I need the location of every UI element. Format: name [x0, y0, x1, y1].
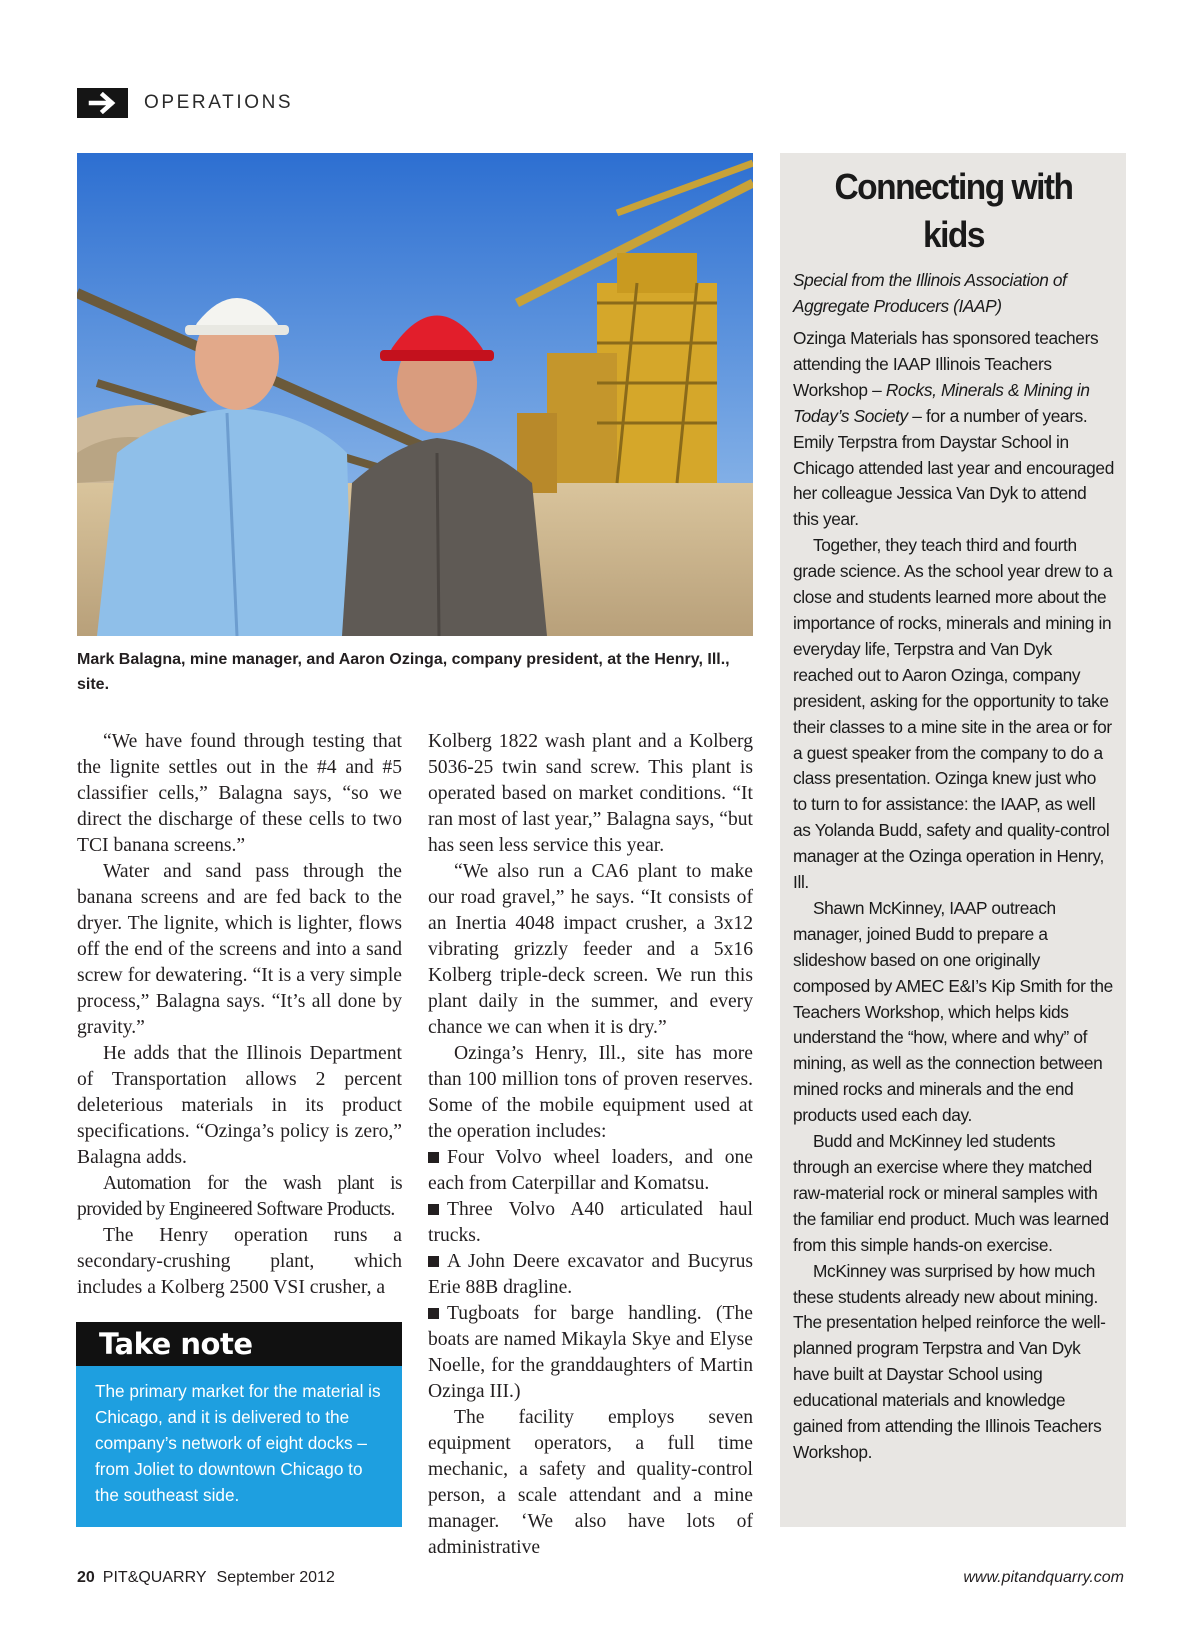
sidebar-paragraph: McKinney was surprised by how much these students already new about mining. The presentation helped reinforce the well-planned program Terpstra and Van Dyk have built at Daystar School using educational materials and knowledge gained from attending the Illinois Teachers Workshop. [793, 1260, 1106, 1462]
article-paragraph: Ozinga’s Henry, Ill., site has more than 100 million tons of proven reserves. Some of the mobile equipment used at the operation includes: [428, 1043, 753, 1142]
square-bullet-icon [428, 1204, 439, 1215]
equipment-list-item: Three Volvo A40 articulated haul trucks. [428, 1199, 753, 1246]
article-paragraph: “We have found through testing that the lignite settles out in the #4 and #5 classifier cells,” Balagna says, “so we direct the discharge of these cells to two TCI banana screens.” [77, 731, 402, 856]
sidebar-paragraph: Shawn McKinney, IAAP outreach manager, joined Budd to prepare a slideshow based on one originally composed by AMEC E&I’s Kip Smith for the Teachers Workshop, which helps kids understand the “how, where and why” of mining, as well as the connection between mined rocks and minerals and the end products used each day. [793, 897, 1113, 1126]
section-header [77, 88, 293, 118]
page-footer [77, 1569, 335, 1587]
publication-name: PIT&QUARRY [102, 1569, 207, 1586]
article-paragraph: The facility employs seven equipment operators, a full time mechanic, a safety and quality-control person, a scale attendant and a mine manager. ‘We also have lots of administrative [428, 1407, 753, 1558]
page-number: 20 [77, 1569, 95, 1586]
sidebar-paragraph: Together, they teach third and fourth grade science. As the school year drew to a close and students learned more about the importance of rocks, minerals and mining in everyday life, Terpstra and Van Dyk reached out to Aaron Ozinga, company president, asking for the opportunity to take their classes to a mine site in the area or for a guest speaker from the company to do a class presentation. Ozinga knew just who to turn to for assistance: the IAAP, as well as Yolanda Budd, safety and quality-control manager at the Ozinga operation in Henry, Ill. [793, 535, 1113, 893]
section-label: OPERATIONS [144, 92, 294, 113]
take-note-title: Take note [76, 1322, 402, 1366]
article-paragraph: “We also run a CA6 plant to make our road gravel,” he says. “It consists of an Inertia 4048 impact crusher, a 3x12 vibrating grizzly feeder and a 5x16 Kolberg triple-deck screen. We run this plant daily in the summer, and every chance we can when it is dry.” [428, 861, 753, 1038]
article-photo [77, 153, 753, 636]
issue-date: September 2012 [216, 1569, 335, 1586]
take-note-body: The primary market for the material is Chicago, and it is delivered to the company’s network of eight docks – from Joliet to downtown Chicago to the southeast side. [95, 1381, 381, 1505]
sidebar-subtitle: Special from the Illinois Association of Aggregate Producers (IAAP) [793, 270, 1067, 316]
article-paragraph: Water and sand pass through the banana screens and are fed back to the dryer. The lignite, which is lighter, flows off the end of the screens and into a sand screw for dewatering. “It is a very simple process,” Balagna says. “It’s all done by gravity.” [77, 861, 402, 1038]
sidebar-box [780, 153, 1126, 1527]
take-note-box [76, 1322, 402, 1527]
article-column-1 [77, 729, 402, 1301]
article-paragraph: Automation for the wash plant is provided by Engineered Software Products. [77, 1173, 402, 1220]
article-paragraph: He adds that the Illinois Department of Transportation allows 2 percent deleterious materials in its product specifications. “Ozinga’s policy is zero,” Balagna adds. [77, 1043, 402, 1168]
square-bullet-icon [428, 1256, 439, 1267]
sidebar-body [793, 326, 1114, 1466]
website-url: www.pitandquarry.com [963, 1569, 1124, 1586]
article-paragraph: The Henry operation runs a secondary-crushing plant, which includes a Kolberg 2500 VSI crusher, a [77, 1225, 402, 1298]
article-paragraph: Kolberg 1822 wash plant and a Kolberg 5036-25 twin sand screw. This plant is operated based on market conditions. “It ran most of last year,” Balagna says, “but has seen less service this year. [428, 731, 753, 856]
article-column-2 [428, 729, 753, 1561]
sidebar-title: Connecting with kids [834, 166, 1073, 255]
equipment-list-item: Four Volvo wheel loaders, and one each from Caterpillar and Komatsu. [428, 1147, 753, 1194]
equipment-list-item: Tugboats for barge handling. (The boats are named Mikayla Skye and Elyse Noelle, for the granddaughters of Martin Ozinga III.) [428, 1303, 753, 1402]
square-bullet-icon [428, 1152, 439, 1163]
sidebar-paragraph: Ozinga Materials has sponsored teachers attending the IAAP Illinois Teachers Workshop – Rocks, Minerals & Mining in Today’s Society – for a number of years. Emily Terpstra from Daystar School in Chicago attended last year and encouraged her colleague Jessica Van Dyk to attend this year. [793, 328, 1114, 530]
square-bullet-icon [428, 1308, 439, 1319]
equipment-list-item: A John Deere excavator and Bucyrus Erie 88B dragline. [428, 1251, 753, 1298]
photo-caption: Mark Balagna, mine manager, and Aaron Ozinga, company president, at the Henry, Ill., site. [77, 651, 730, 693]
sidebar-paragraph: Budd and McKinney led students through an exercise where they matched raw-material rock or mineral samples with the familiar end product. Much was learned from this simple hands-on exercise. [793, 1131, 1109, 1255]
right-arrow-icon [77, 88, 128, 118]
